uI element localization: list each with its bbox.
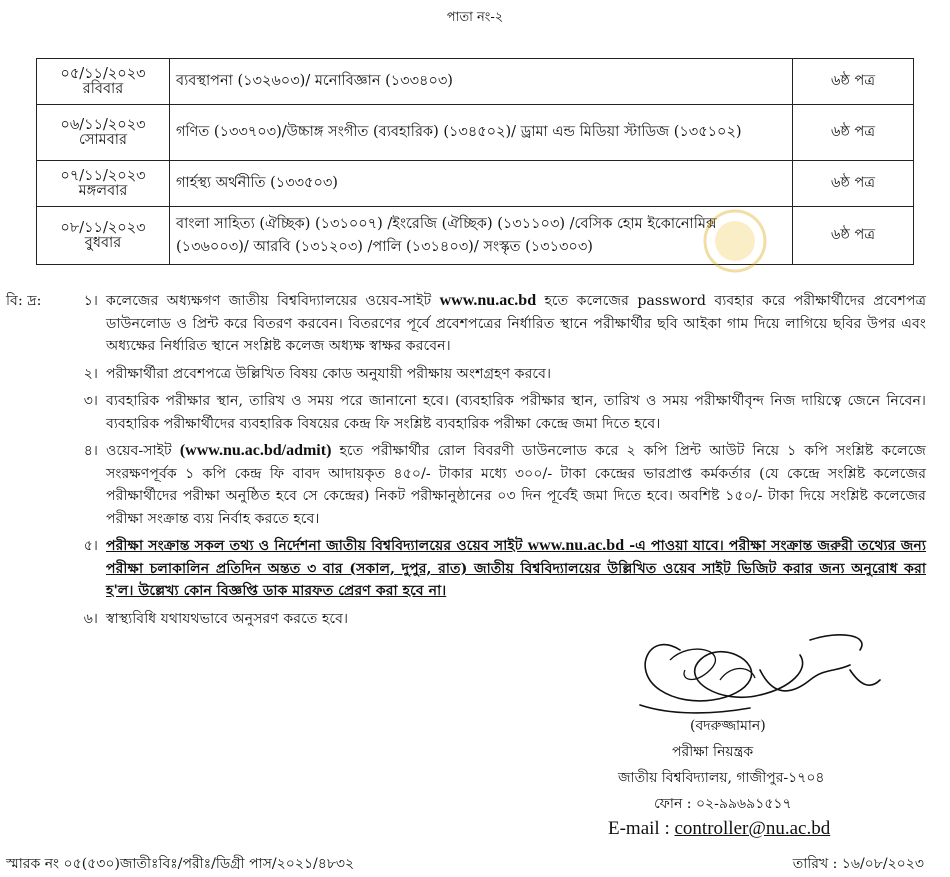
note-text-part: ওয়েব-সাইট <box>106 443 180 459</box>
note-text: পরীক্ষার্থীরা প্রবেশপত্রে উল্লিখিত বিষয় কোড অনুযায়ী পরীক্ষায় অংশগ্রহণ করবে। <box>106 365 552 382</box>
admit-url: (www.nu.ac.bd/admit) <box>179 442 332 459</box>
page-number: পাতা নং-২ <box>446 10 504 25</box>
exam-date-cell <box>37 207 170 265</box>
table-row <box>37 161 914 207</box>
notes-section <box>6 290 926 635</box>
note-5 <box>6 535 926 603</box>
note-text: ব্যবহারিক পরীক্ষার স্থান, তারিখ ও সময় পরে জানানো হবে। (ব্যবহারিক পরীক্ষার স্থান, তারিখ ও সময় পরীক্ষার্থীবৃন্দ নিজ দায়িত্বে জেনে নিবেন। ব্যবহারিক পরীক্ষার্থীদের ব্যবহারিক বিষয়ের কেন্দ্র ফি সংশ্লিষ্ট ব্যবহারিক পরীক্ষা কেন্দ্রে জমা দিতে হবে। <box>106 393 926 432</box>
exam-subjects: গণিত (১৩৩৭০৩)/উচ্চাঙ্গ সংগীত (ব্যবহারিক) (১৩৪৫০২)/ ড্রামা এন্ড মিডিয়া স্টাডিজ (১৩৫১০২) <box>170 105 793 161</box>
table-row <box>37 207 914 265</box>
exam-subjects: গার্হস্থ্য অর্থনীতি (১৩৩৫০৩) <box>170 161 793 207</box>
note-number: ৪। <box>83 443 98 459</box>
exam-day: বুধবার <box>84 234 122 251</box>
table-row <box>37 59 914 105</box>
exam-date: ০৭/১১/২০২৩ <box>60 167 146 184</box>
watermark-stamp <box>700 206 770 276</box>
note-number: ৩। <box>83 393 98 409</box>
exam-schedule-table <box>36 58 914 265</box>
note-number: ৫। <box>83 538 98 554</box>
signatory-title: পরীক্ষা নিয়ন্ত্রক <box>672 744 754 760</box>
note-text-part: হতে কলেজের password ব্যবহার করে পরীক্ষার্থীদের প্রবেশপত্র ডাউনলোড ও প্রিন্ট করে বিতরণ করবেন। বিতরণের পূর্বে প্রবেশপত্রের নির্ধারিত স্থানে পরীক্ষার্থীর ছবি আইকা গাম দিয়ে লাগিয়ে ছবির উপর এবং অধ্যক্ষের নির্ধারিত স্থানে সংশ্লিষ্ট কলেজ অধ্যক্ষ স্বাক্ষর করবেন। <box>106 293 927 354</box>
email-address[interactable]: controller@nu.ac.bd <box>674 818 831 839</box>
note-4 <box>6 440 926 530</box>
note-3 <box>6 390 926 435</box>
note-number: ২। <box>83 365 98 382</box>
issue-date: তারিখ : ১৬/০৮/২০২৩ <box>792 856 924 872</box>
table-row <box>37 105 914 161</box>
note-number: ৬। <box>83 610 98 627</box>
exam-subjects: বাংলা সাহিত্য (ঐচ্ছিক) (১৩১০০৭) /ইংরেজি (ঐচ্ছিক) (১৩১১০৩) /বেসিক হোম ইকোনোমিক্স (১৩৬০০৩)/ আরবি (১৩১২০৩) /পালি (১৩১৪০৩)/ সংস্কৃত (১৩১৩০৩) <box>170 207 793 265</box>
exam-paper: ৬ষ্ঠ পত্র <box>793 59 914 105</box>
note-2 <box>6 363 926 386</box>
note-text <box>106 290 926 358</box>
note-number: ১। <box>83 293 98 309</box>
email-label: E-mail : <box>608 818 675 839</box>
signatory-name: (বদরুজ্জামান) <box>690 718 766 734</box>
note-1 <box>6 290 926 358</box>
exam-day: সোমবার <box>79 131 127 148</box>
memo-number: স্মারক নং ০৫(৫৩০)জাতীঃবিঃ/পরীঃ/ডিগ্রী পাস/২০২১/৪৮৩২ <box>6 856 355 872</box>
handwritten-signature <box>610 610 890 720</box>
note-text: স্বাস্থ্যবিধি যথাযথভাবে অনুসরণ করতে হবে। <box>106 610 349 627</box>
note-text <box>106 440 926 530</box>
phone-number: ফোন : ০২-৯৯৬৯১৫১৭ <box>654 796 792 812</box>
exam-paper: ৬ষ্ঠ পত্র <box>793 207 914 265</box>
exam-date-cell <box>37 105 170 161</box>
exam-subjects: ব্যবস্থাপনা (১৩২৬০৩)/ মনোবিজ্ঞান (১৩৩৪০৩) <box>170 59 793 105</box>
note-text-part: -এ পাওয়া যাবে। পরীক্ষা সংক্রান্ত জরুরী তথ্যের জন্য পরীক্ষা চলাকালিন প্রতিদিন অন্তত ৩ বার (সকাল, দুপুর, রাত) জাতীয় বিশ্ববিদ্যালয়ের উল্লিখিত ওয়েব সাইট ভিজিট করার জন্য অনুরোধ করা হ'ল। উল্লেখ্য কোন বিজ্ঞপ্তি ডাক মারফত প্রেরণ করা হবে না। <box>106 538 926 599</box>
exam-date: ০৫/১১/২০২৩ <box>60 65 146 82</box>
exam-date-cell <box>37 59 170 105</box>
exam-paper: ৬ষ্ঠ পত্র <box>793 161 914 207</box>
exam-date: ০৬/১১/২০২৩ <box>60 116 146 133</box>
university-name: জাতীয় বিশ্ববিদ্যালয়, গাজীপুর-১৭০৪ <box>618 770 825 786</box>
exam-day: রবিবার <box>82 80 124 97</box>
exam-date-cell <box>37 161 170 207</box>
note-text-part: পরীক্ষা সংক্রান্ত সকল তথ্য ও নির্দেশনা জাতীয় বিশ্ববিদ্যালয়ের ওয়েব সাইট <box>106 538 528 554</box>
note-text-part: কলেজের অধ্যক্ষগণ জাতীয় বিশ্ববিদ্যালয়ের ওয়েব-সাইট <box>106 293 440 309</box>
email-line <box>608 818 830 840</box>
exam-paper: ৬ষ্ঠ পত্র <box>793 105 914 161</box>
note-text <box>106 535 926 603</box>
notes-prefix: বি: দ্র: <box>6 293 42 309</box>
exam-day: মঙ্গলবার <box>78 182 128 199</box>
note-text-part: হতে পরীক্ষার্থীর রোল বিবরণী ডাউনলোড করে ২ কপি প্রিন্ট আউট নিয়ে ১ কপি সংশ্লিষ্ট কলেজে সংরক্ষণপূর্বক ১ কপি কেন্দ্র ফি বাবদ আদায়কৃত ৪৫০/- টাকার মধ্যে ৩০০/- টাকা কেন্দ্রের ভারপ্রাপ্ত কর্মকর্তার (যে কেন্দ্রে সংশ্লিষ্ট কলেজের পরীক্ষার্থীদের পরীক্ষা অনুষ্ঠিত হবে সে কেন্দ্রের) নিকট পরীক্ষানুষ্ঠানের ০৩ দিন পূর্বেই জমা দিতে হবে। অবশিষ্ট ১৫০/- টাকা দিয়ে সংশ্লিষ্ট কলেজের পরীক্ষা সংক্রান্ত ব্যয় নির্বাহ করতে হবে। <box>106 443 926 527</box>
exam-date: ০৮/১১/২০২৩ <box>60 219 146 236</box>
website-url: www.nu.ac.bd <box>527 537 625 554</box>
website-url: www.nu.ac.bd <box>439 292 537 309</box>
